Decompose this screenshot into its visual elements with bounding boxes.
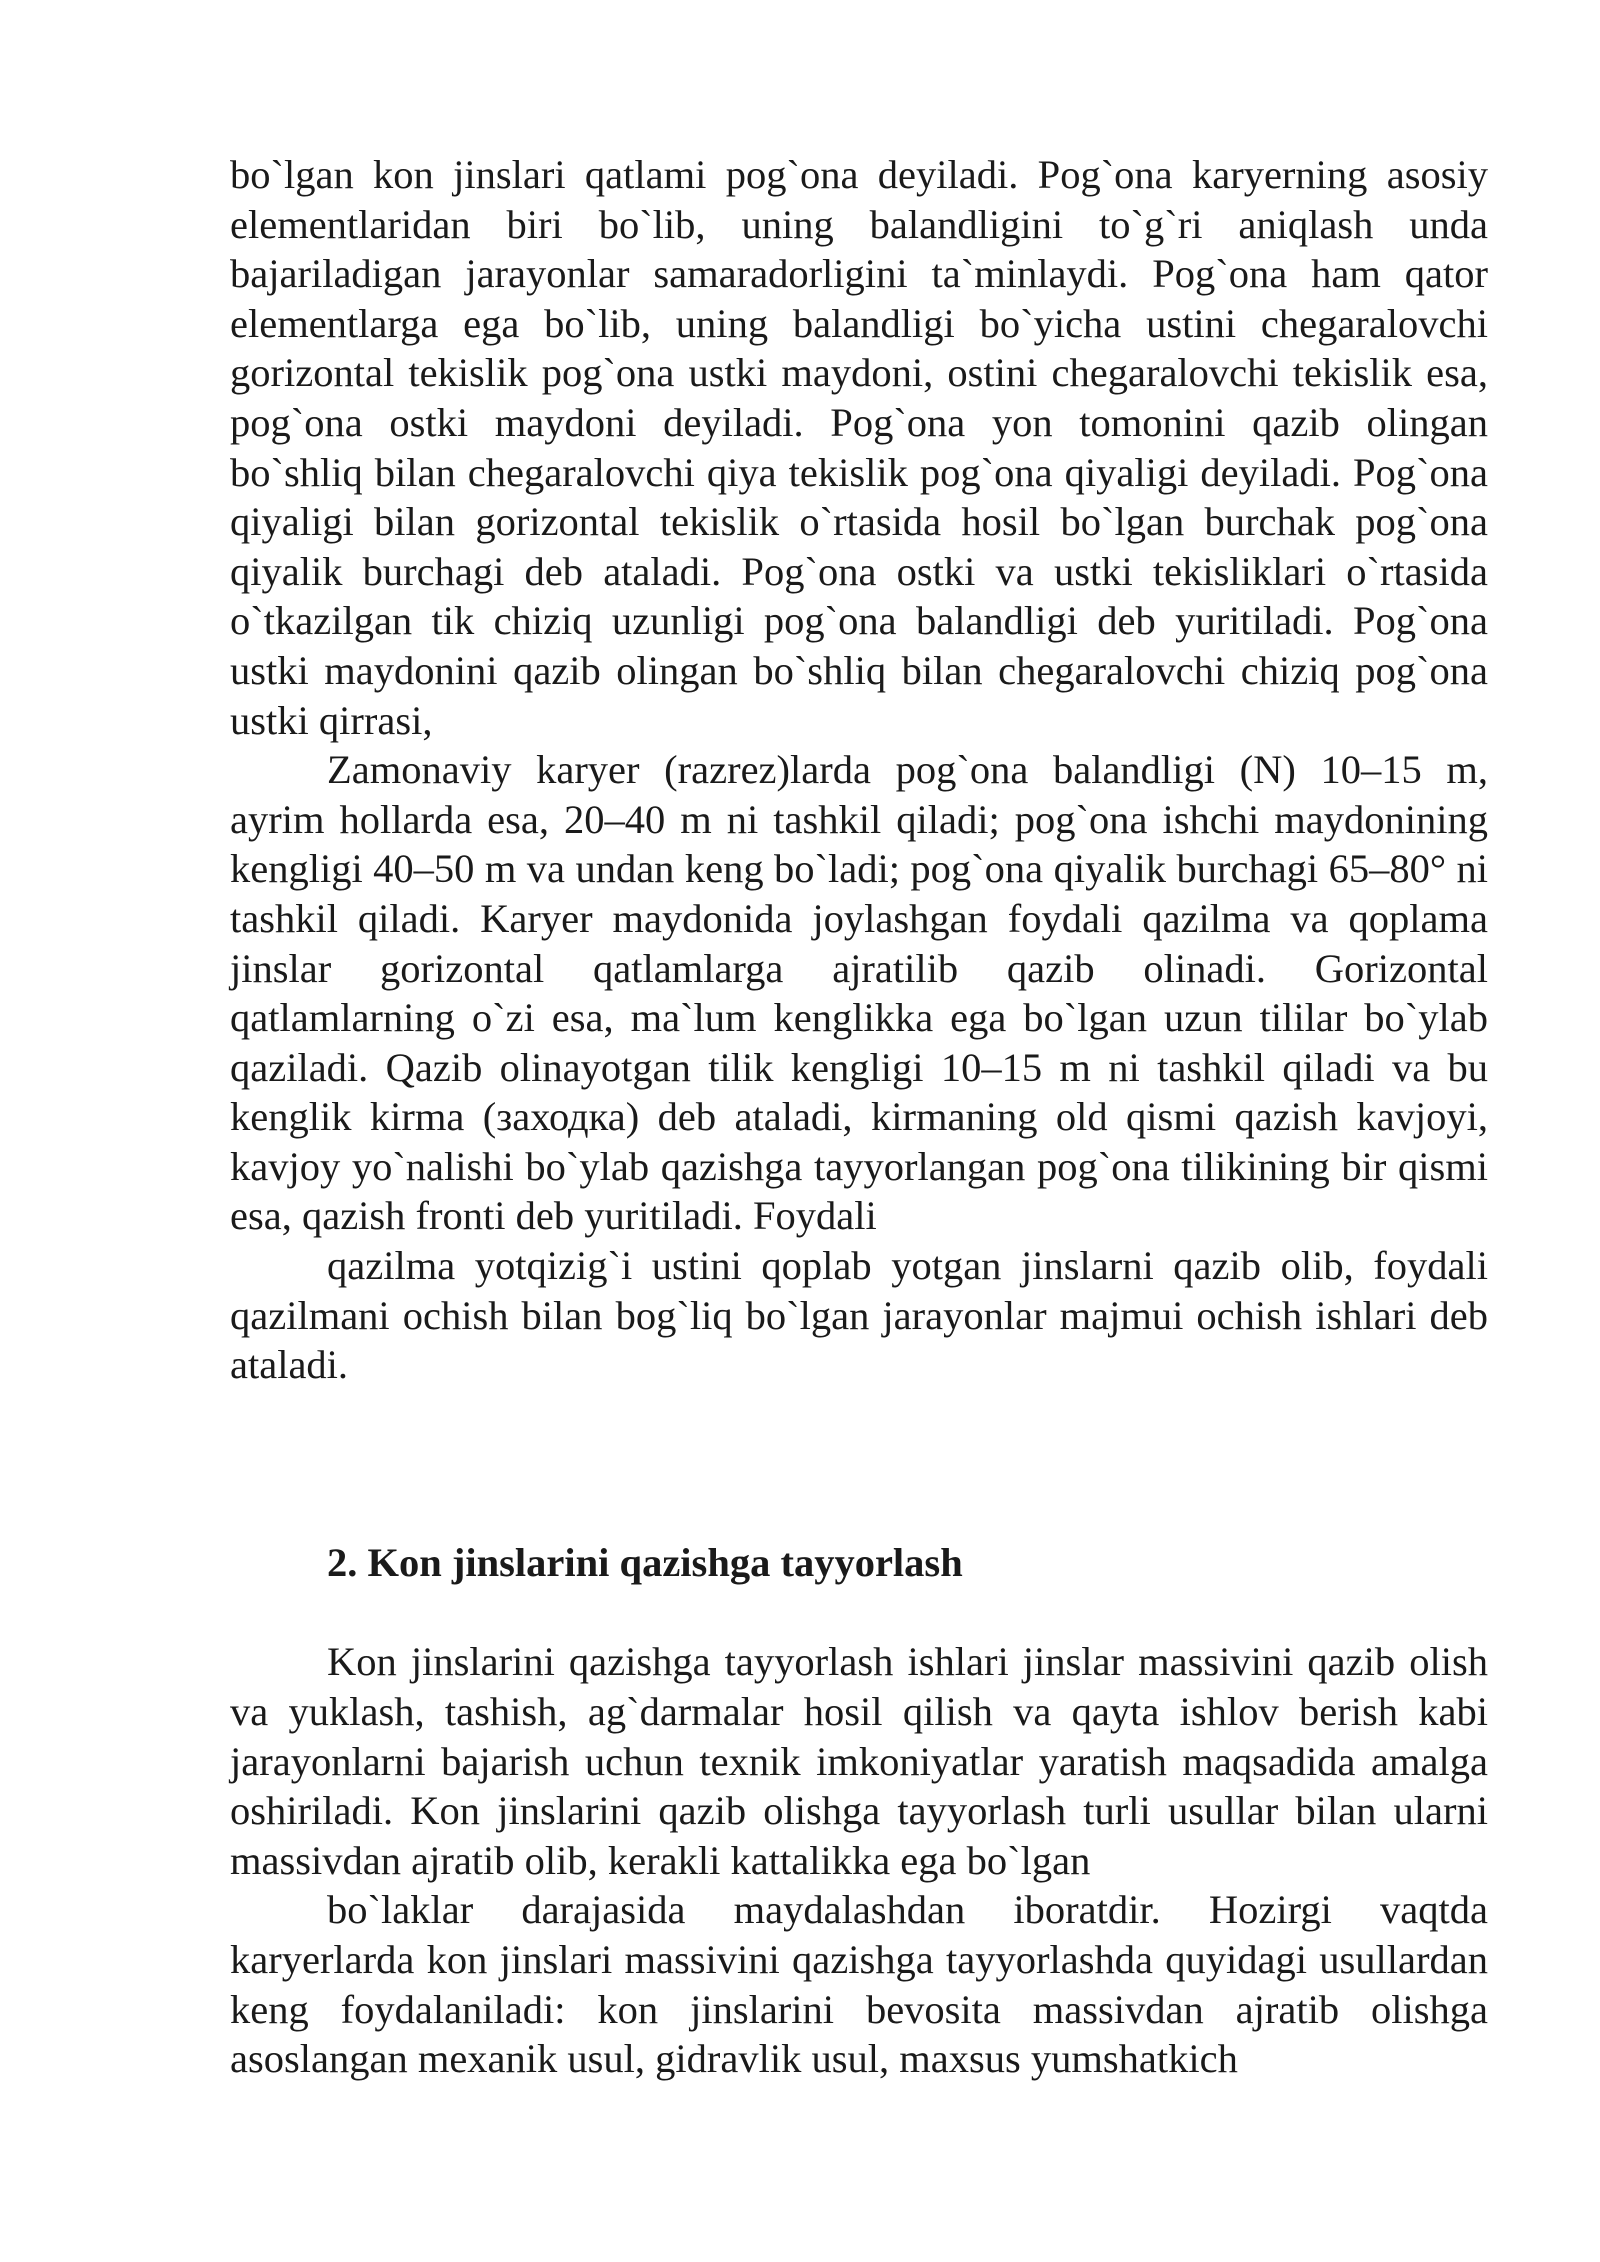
paragraph-modern-quarries: Zamonaviy karyer (razrez)larda pog`ona balandligi (N) 10–15 m, ayrim hollarda esa, 20–40 m ni tashkil qiladi; pog`ona ishchi maydonining kengligi 40–50 m va undan keng bo`ladi; pog`ona qiyalik burchagi 65–80° ni tashkil qiladi. Karyer maydonida joylashgan foydali qazilma va qoplama jinslar gorizontal qatlamlarga ajratilib qazib olinadi. Gorizontal qatlamlarning o`zi esa, ma`lum kenglikka ega bo`lgan uzun tililar bo`ylab qaziladi. Qazib olinayotgan tilik kengligi 10–15 m ni tashkil qiladi va bu kenglik kirma (заходка) deb ataladi, kirmaning old qismi qazish kavjoyi, kavjoy yo`nalishi bo`ylab qazishga tayyorlangan pog`ona tilikining bir qismi esa, qazish fronti deb yuritiladi. Foydali — [230, 747, 1488, 1239]
paragraph-stripping-works: qazilma yotqizig`i ustini qoplab yotgan jinslarni qazib olib, foydali qazilmani ochish bilan bog`liq bo`lgan jarayonlar majmui ochish ishlari deb ataladi. — [230, 1243, 1488, 1388]
paragraph-preparation-methods: bo`laklar darajasida maydalashdan iboratdir. Hozirgi vaqtda karyerlarda kon jinslari massivini qazishga tayyorlashda quyidagi usullardan keng foydalaniladi: kon jinslarini bevosita massivdan ajratib olishga asoslangan mexanik usul, gidravlik usul, maxsus yumshatkich — [230, 1887, 1488, 2082]
document-page — [230, 150, 1488, 2084]
paragraph-benches-definition: bo`lgan kon jinslari qatlami pog`ona deyiladi. Pog`ona karyerning asosiy elementlaridan biri bo`lib, uning balandligini to`g`ri aniqlash unda bajariladigan jarayonlar samaradorligini ta`minlaydi. Pog`ona ham qator elementlarga ega bo`lib, uning balandligi bo`yicha ustini chegaralovchi gorizontal tekislik pog`ona ustki maydoni, ostini chegaralovchi tekislik esa, pog`ona ostki maydoni deyiladi. Pog`ona yon tomonini qazib olingan bo`shliq bilan chegaralovchi qiya tekislik pog`ona qiyaligi deyiladi. Pog`ona qiyaligi bilan gorizontal tekislik o`rtasida hosil bo`lgan burchak pog`ona qiyalik burchagi deb ataladi. Pog`ona ostki va ustki tekisliklari o`rtasida o`tkazilgan tik chiziq uzunligi pog`ona balandligi deb yuritiladi. Pog`ona ustki maydonini qazib olingan bo`shliq bilan chegaralovchi chiziq pog`ona ustki qirrasi, — [230, 152, 1488, 743]
paragraph-rock-preparation: Kon jinslarini qazishga tayyorlash ishlari jinslar massivini qazib olish va yuklash, tashish, ag`darmalar hosil qilish va qayta ishlov berish kabi jarayonlarni bajarish uchun texnik imkoniyatlar yaratish maqsadida amalga oshiriladi. Kon jinslarini qazib olishga tayyorlash turli usullar bilan ularni massivdan ajratib olib, kerakli kattalikka ega bo`lgan — [230, 1639, 1488, 1883]
section-heading: 2. Kon jinslarini qazishga tayyorlash — [327, 1539, 963, 1585]
